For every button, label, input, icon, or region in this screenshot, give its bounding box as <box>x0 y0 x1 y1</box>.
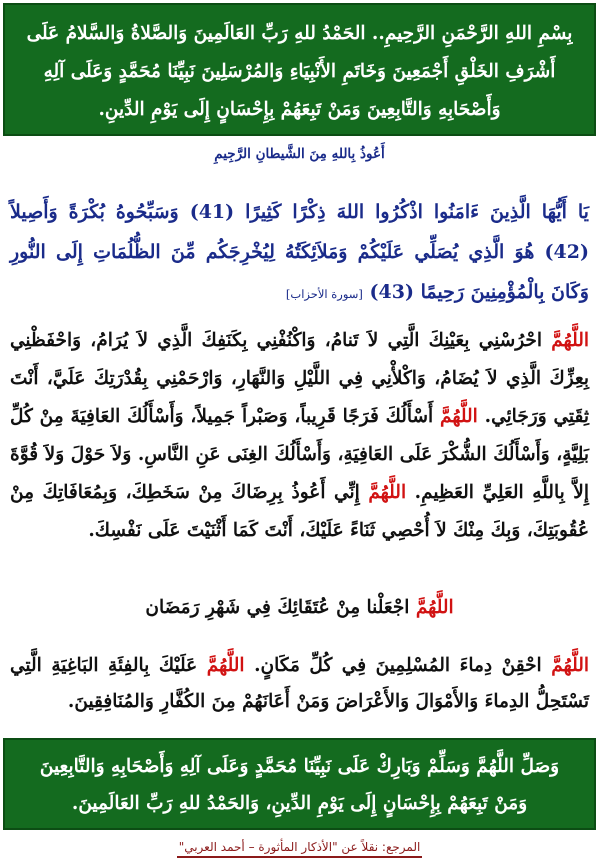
dua-part-3: إِنِّي أَعُوذُ بِرِضَاكَ مِنْ سَخَطِكَ، وَبِمُعَافَاتِكَ مِنْ عُقُوبَتِكَ، وَبِكَ مِنْكَ لاَ أُحْصِي ثَنَاءً عَلَيْكَ، أَنْتَ كَمَا أَثْنَيْتَ عَلَى نَفْسِكَ. <box>10 482 589 541</box>
allahumma-1: اللَّهُمَّ <box>551 330 589 351</box>
surah-reference: [سورة الأحزاب] <box>285 287 363 301</box>
closing-text: وَصَلِّ اللَّهُمَّ وَسَلِّمْ وَبَارِكْ عَلَى نَبِيِّنَا مُحَمَّدٍ وَعَلَى آلِهِ وَأَصْحَابِهِ وَالتَّابِعِينَ وَمَنْ تَبِعَهُمْ بِإِحْسَانٍ إِلَى يَوْمِ الدِّينِ، وَالحَمْدُ للهِ رَبِّ العَالَمِينَ. <box>39 756 560 814</box>
ayah-42-text: وَسَبِّحُوهُ بُكْرَةً وَأَصِيلاً <box>10 201 179 223</box>
allahumma-4: اللَّهُمَّ <box>415 597 454 618</box>
dua-part-2: أَسْأَلُكَ فَرَجًا قَرِيباً، وَصَبْراً جَمِيلاً، وَأَسْأَلُكَ العَافِيَةَ مِنْ كُلِّ بَلِيَّةٍ، وَأَسْأَلُكَ الشُّكْرَ عَلَى العَافِيَةِ، وَأَسْأَلُكَ الغِنَى عَنِ النَّاسِ. وَلاَ حَوْلَ وَلاَ قُوَّةَ إِلاَّ بِاللَّهِ العَلِيِّ العَظِيمِ. <box>10 406 589 503</box>
opening-banner <box>3 3 596 136</box>
source-reference <box>0 840 599 854</box>
dua-part-5: عَلَيْكَ بِالفِئَةِ البَاغِيَةِ الَّتِي تَسْتَحِلُّ الدِماءَ وَالأَمْوَالَ وَالأَعْرَاضَ وَمَنْ أَعَانَهُمْ مِنَ الكُفَّارِ وَالمُنَافِقِينَ. <box>10 655 589 712</box>
final-dua-paragraph <box>10 648 589 720</box>
isti3adha-line: أَعُوذُ بِاللهِ مِنَ الشَّيطانِ الرَّجِيمِ <box>214 146 385 162</box>
ramadan-text: اجْعَلْنا مِنْ عُتَقَائِكَ فِي شَهْرِ رَمَضَان <box>145 597 410 618</box>
allahumma-3: اللَّهُمَّ <box>368 482 407 503</box>
closing-banner <box>3 738 596 830</box>
opening-text: بِسْمِ اللهِ الرَّحْمَنِ الرَّحِيمِ.. الحَمْدُ للهِ رَبِّ العَالَمِينَ وَالصَّلاةُ وَالسَّلامُ عَلَى أَشْرَفِ الخَلْقِ أَجْمَعِينَ وَخَاتَمِ الأَنْبِيَاءِ وَالمُرْسَلِينَ نَبِيِّنَا مُحَمَّدٍ وَعَلَى آلِهِ وَأَصْحَابِهِ وَالتَّابِعِينَ وَمَنْ تَبِعَهُمْ بِإِحْسَانٍ إِلَى يَوْمِ الدِّينِ. <box>26 23 573 120</box>
ayah-41-number: (41) <box>189 201 235 223</box>
dua-paragraph <box>10 322 589 550</box>
ramadan-dua <box>0 597 599 618</box>
source-text: المرجع: نقلاً عن "الأذكار المأثورة – أحمد العربي" <box>177 840 423 858</box>
quran-verses <box>10 192 589 314</box>
dua-part-4: احْقِنْ دِماءَ المُسْلِمِينَ فِي كُلِّ مَكَانٍ. <box>254 655 542 676</box>
dua-part-1: احْرُسْنِي بِعَيْنِكَ الَّتِي لاَ تَنامُ، وَاكْنُفْنِي بِكَنَفِكَ الَّذِي لاَ يُرَامُ، وَاحْفَظْنِي بِعِزِّكَ الَّذِي لاَ يُضَامُ، وَاكْلأْنِي فِي اللَّيْلِ وَالنَّهَارِ، وَارْحَمْنِي بِقُدْرَتِكَ عَلَيَّ، أَنْتَ ثِقَتِي وَرَجَائِي. <box>10 330 589 427</box>
ayah-41-text: يَا أَيُّهَا الَّذِينَ ءَامَنُوا اذْكُرُوا اللهَ ذِكْرًا كَثِيرًا <box>245 201 589 223</box>
allahumma-2: اللَّهُمَّ <box>440 406 478 427</box>
ayah-43-text: هُوَ الَّذِي يُصَلِّي عَلَيْكُمْ وَمَلاَئِكَتُهُ لِيُخْرِجَكُم مِّنَ الظُّلُمَاتِ إِلَى النُّورِ وَكَانَ بِالْمُؤْمِنِينَ رَحِيمًا <box>10 241 589 303</box>
allahumma-6: اللَّهُمَّ <box>206 655 245 676</box>
allahumma-5: اللَّهُمَّ <box>551 655 589 676</box>
ayah-43-number: (43) <box>369 281 414 303</box>
ayah-42-number: (42) <box>544 241 589 263</box>
